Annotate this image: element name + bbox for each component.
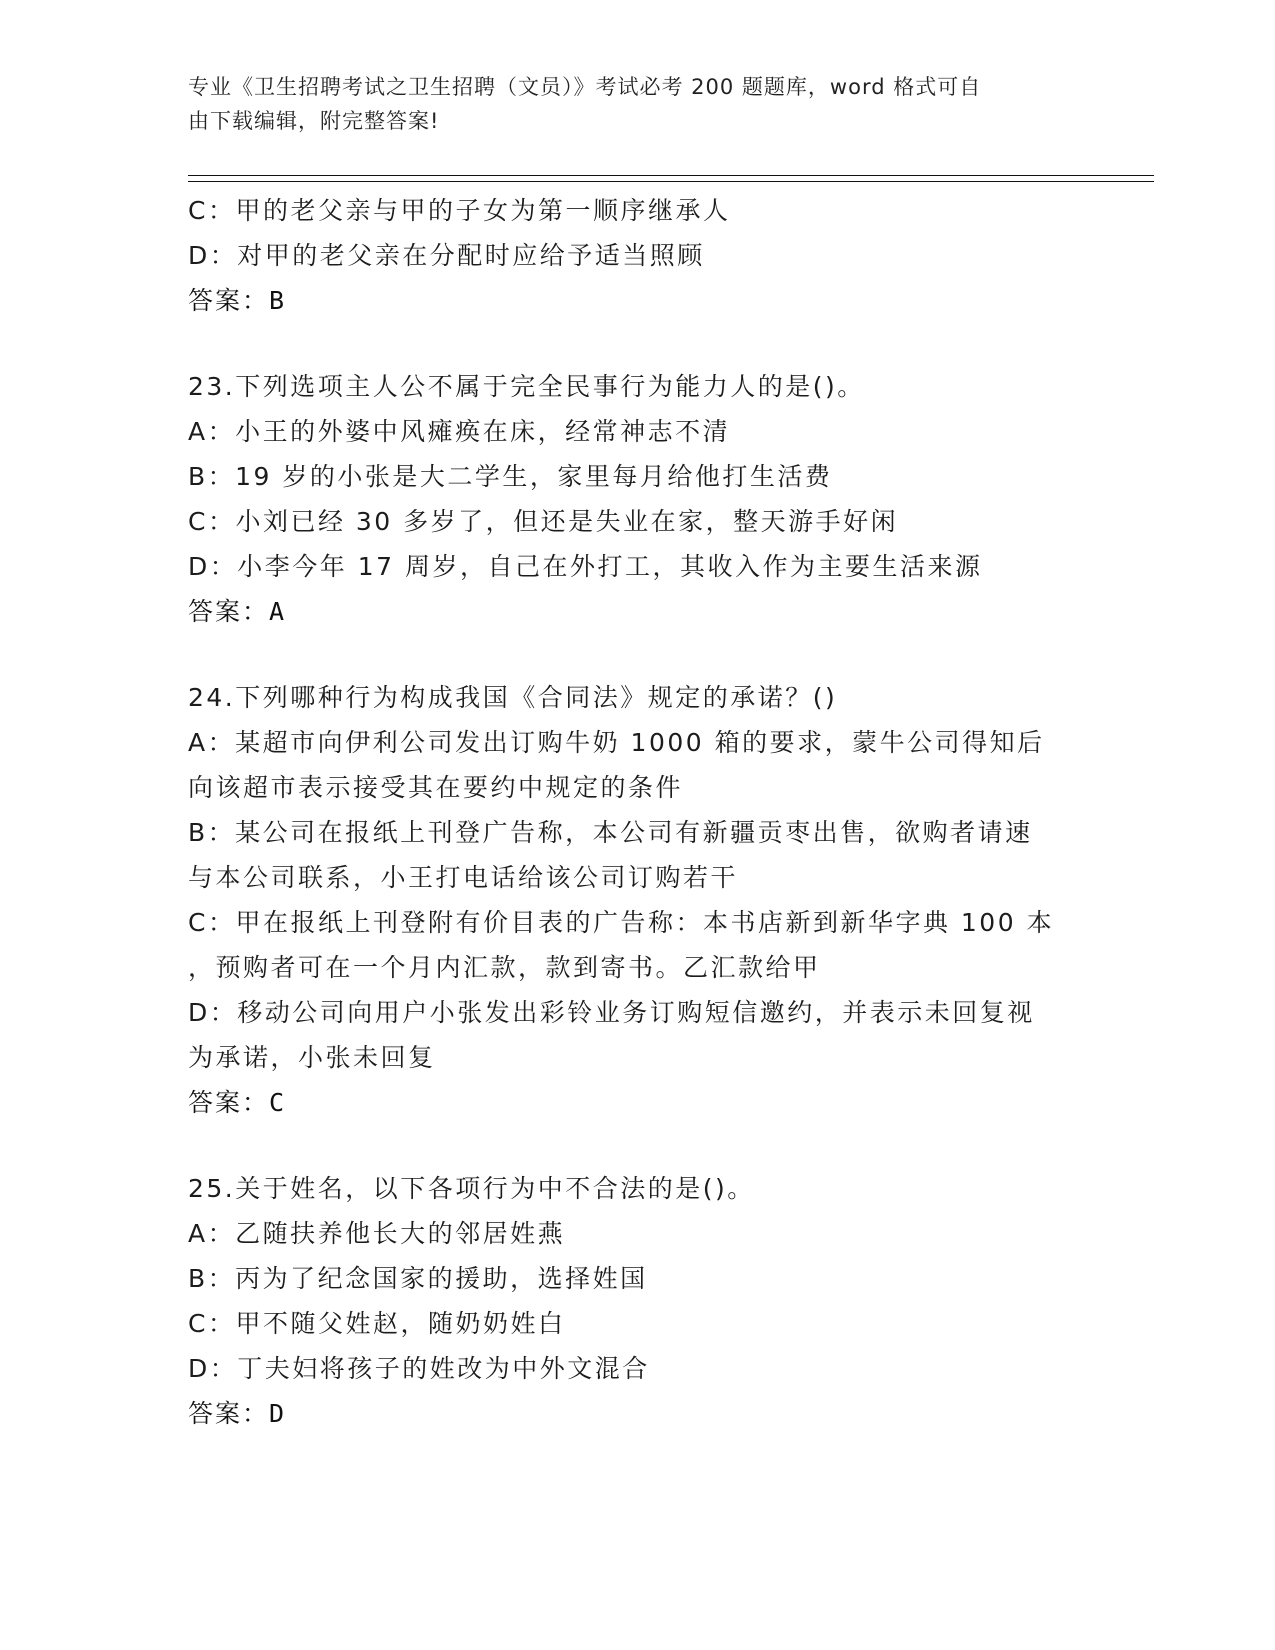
option-d-line-2: 为承诺，小张未回复	[188, 1043, 436, 1072]
question-stem: 23.下列选项主人公不属于完全民事行为能力人的是()。	[188, 372, 865, 401]
answer-label: 答案：	[188, 286, 270, 315]
option-a: A：小王的外婆中风瘫痪在床，经常神志不清	[188, 417, 731, 446]
option-c: C：小刘已经 30 多岁了，但还是失业在家，整天游手好闲	[188, 507, 899, 536]
question-list	[188, 188, 1088, 1436]
option-a: A：乙随扶养他长大的邻居姓燕	[188, 1219, 566, 1248]
answer-value: A	[269, 597, 287, 626]
header-divider-bottom	[188, 181, 1154, 182]
question-stem: 25.关于姓名，以下各项行为中不合法的是()。	[188, 1174, 755, 1203]
answer-label: 答案：	[188, 597, 270, 626]
option-c-line-2: ，预购者可在一个月内汇款，款到寄书。乙汇款给甲	[188, 953, 821, 982]
option-b: B：丙为了纪念国家的援助，选择姓国	[188, 1264, 648, 1293]
option-a-line-2: 向该超市表示接受其在要约中规定的条件	[188, 773, 684, 802]
option-c: C：甲的老父亲与甲的子女为第一顺序继承人	[188, 196, 731, 225]
answer-value: C	[269, 1088, 287, 1117]
question-23	[188, 364, 1088, 634]
option-d: D：小李今年 17 周岁，自己在外打工，其收入作为主要生活来源	[188, 552, 983, 581]
option-d-line-1: D：移动公司向用户小张发出彩铃业务订购短信邀约，并表示未回复视	[188, 998, 1035, 1027]
option-a-line-1: A：某超市向伊利公司发出订购牛奶 1000 箱的要求，蒙牛公司得知后	[188, 728, 1045, 757]
question-stem: 24.下列哪种行为构成我国《合同法》规定的承诺？()	[188, 683, 838, 712]
option-d: D：对甲的老父亲在分配时应给予适当照顾	[188, 241, 705, 270]
option-b-line-1: B：某公司在报纸上刊登广告称，本公司有新疆贡枣出售，欲购者请速	[188, 818, 1033, 847]
question-24	[188, 675, 1088, 1125]
answer-label: 答案：	[188, 1399, 270, 1428]
answer-line	[188, 1080, 1088, 1125]
option-c-line-1: C：甲在报纸上刊登附有价目表的广告称：本书店新到新华字典 100 本	[188, 908, 1055, 937]
answer-value: D	[269, 1399, 287, 1428]
option-c: C：甲不随父姓赵，随奶奶姓白	[188, 1309, 566, 1338]
header-divider-top	[188, 175, 1154, 176]
question-25	[188, 1166, 1088, 1436]
document-header	[188, 70, 1068, 138]
answer-line	[188, 589, 1088, 634]
header-title-line-2: 由下载编辑，附完整答案!	[188, 109, 440, 133]
header-title-line-1: 专业《卫生招聘考试之卫生招聘（文员）》考试必考 200 题题库，word 格式可自	[188, 75, 982, 99]
option-b-line-2: 与本公司联系，小王打电话给该公司订购若干	[188, 863, 739, 892]
answer-line	[188, 278, 1088, 323]
answer-line	[188, 1391, 1088, 1436]
answer-value: B	[269, 286, 287, 315]
option-b: B：19 岁的小张是大二学生，家里每月给他打生活费	[188, 462, 833, 491]
answer-label: 答案：	[188, 1088, 270, 1117]
option-d: D：丁夫妇将孩子的姓改为中外文混合	[188, 1354, 650, 1383]
carryover-question	[188, 188, 1088, 323]
